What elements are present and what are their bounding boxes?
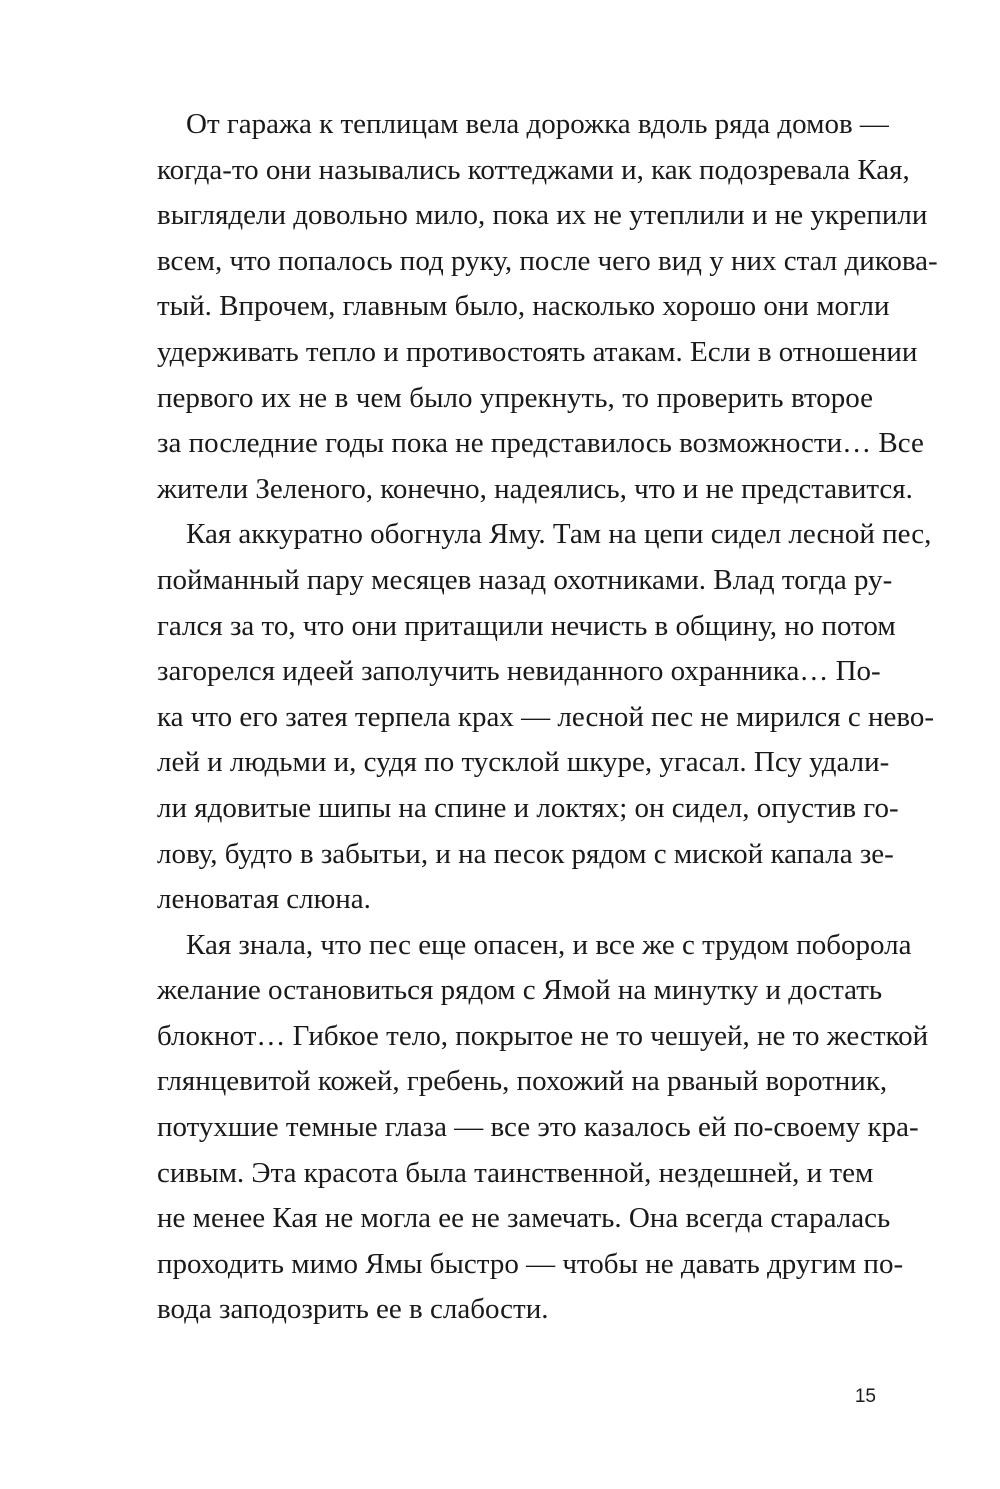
text-line: гался за то, что они притащили нечисть в общину, но потом [157, 609, 896, 642]
body-text [157, 102, 938, 1333]
text-line: выглядели довольно мило, пока их не утеплили и не укрепили [157, 199, 928, 232]
text-line: за последние годы пока не представилось возможности… Все [157, 427, 924, 460]
text-line: первого их не в чем было упрекнуть, то проверить второе [157, 381, 873, 414]
text-line: желание остановиться рядом с Ямой на минутку и достать [157, 974, 883, 1007]
text-line: лей и людьми и, судя по тусклой шкуре, угасал. Псу удали- [157, 746, 890, 779]
text-line: тый. Впрочем, главным было, насколько хорошо они могли [157, 290, 890, 323]
text-line: ли ядовитые шипы на спине и локтях; он сидел, опустив го- [157, 791, 899, 824]
paragraph [157, 102, 938, 512]
paragraph [157, 512, 934, 922]
text-line: удерживать тепло и противостоять атакам. Если в отношении [157, 335, 918, 368]
text-line: когда-то они назывались коттеджами и, как подозревала Кая, [157, 153, 910, 186]
text-line: Кая аккуратно обогнула Яму. Там на цепи сидел лесной пес, [186, 518, 932, 551]
text-line: блокнот… Гибкое тело, покрытое не то чешуей, не то жесткой [157, 1019, 929, 1052]
page-number: 15 [854, 1386, 876, 1407]
text-line: пойманный пару месяцев назад охотниками. Влад тогда ру- [157, 563, 893, 596]
text-line: загорелся идеей заполучить невиданного охранника… По- [157, 655, 881, 688]
text-line: Кая знала, что пес еще опасен, и все же с трудом поборола [186, 928, 912, 961]
text-line: сивым. Эта красота была таинственной, нездешней, и тем [157, 1156, 874, 1189]
text-line: вода заподозрить ее в слабости. [157, 1293, 549, 1326]
text-line: леноватая слюна. [157, 883, 371, 916]
text-line: лову, будто в забытьи, и на песок рядом с миской капала зе- [157, 837, 894, 870]
text-line: потухшие темные глаза — все это казалось ей по-своему кра- [157, 1111, 919, 1144]
text-line: всем, что попалось под руку, после чего вид у них стал дикова- [157, 244, 938, 277]
text-line: глянцевитой кожей, гребень, похожий на рваный воротник, [157, 1065, 888, 1098]
paragraph [157, 923, 929, 1333]
text-line: жители Зеленого, конечно, надеялись, что и не представится. [157, 472, 913, 505]
text-line: ка что его затея терпела крах — лесной пес не мирился с нево- [157, 700, 934, 733]
text-line: проходить мимо Ямы быстро — чтобы не давать другим по- [157, 1247, 904, 1280]
text-line: не менее Кая не могла ее не замечать. Она всегда старалась [157, 1202, 891, 1235]
text-line: От гаража к теплицам вела дорожка вдоль ряда домов — [186, 108, 889, 140]
